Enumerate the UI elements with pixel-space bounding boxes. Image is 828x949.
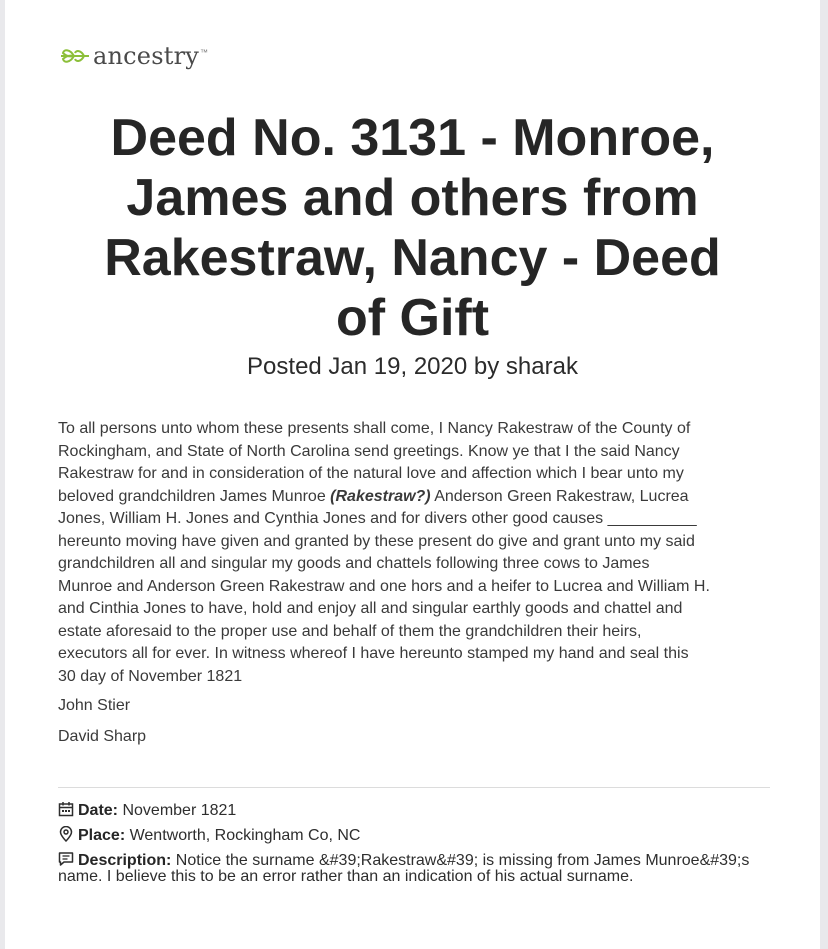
- title-line: Deed No. 3131 - Monroe,: [110, 109, 715, 167]
- body-line: Munroe and Anderson Green Rakestraw and one hors and a heifer to Lucrea and William H.: [58, 577, 710, 595]
- page-title: [5, 108, 820, 348]
- body-line: hereunto moving have given and granted by these present do give and grant unto my said: [58, 532, 695, 550]
- title-line: Rakestraw, Nancy - Deed: [104, 229, 721, 287]
- place-row: [58, 826, 773, 844]
- body-line: Rockingham, and State of North Carolina send greetings. Know ye that I the said Nancy: [58, 442, 680, 460]
- body-text-segment: beloved grandchildren James Munroe: [58, 487, 331, 505]
- place-value: Wentworth, Rockingham Co, NC: [125, 827, 361, 844]
- description-value: Notice the surname &#39;Rakestraw&#39; is missing from James Munroe&#39;s name. I believe this to be an error rather than an indication of his actual surname.: [58, 852, 750, 885]
- title-line: of Gift: [335, 289, 490, 347]
- logo-trademark: ™: [200, 48, 209, 57]
- body-line: To all persons unto whom these presents shall come, I Nancy Rakestraw of the County of: [58, 420, 691, 437]
- date-label: Date:: [78, 802, 119, 819]
- witness-name: John Stier: [58, 697, 131, 714]
- witness-name: David Sharp: [58, 728, 147, 745]
- body-line: Rakestraw for and in consideration of the natural love and affection which I bear unto my: [58, 465, 684, 482]
- map-pin-icon: [58, 826, 74, 842]
- deed-transcription: [58, 418, 778, 688]
- body-line: Jones, William H. Jones and Cynthia Jones and for divers other good causes __________: [58, 510, 697, 527]
- body-line: [58, 486, 778, 509]
- body-text-segment: Anderson Green Rakestraw, Lucrea: [430, 487, 689, 505]
- comment-icon: [58, 851, 74, 867]
- section-divider: [58, 787, 770, 788]
- body-line: estate aforesaid to the proper use and behalf of them the grandchildren their heirs,: [58, 622, 642, 640]
- leaf-icon: [60, 44, 90, 68]
- logo-wordmark: ancestry: [93, 42, 200, 70]
- body-line: executors all for ever. In witness whereof I have hereunto stamped my hand and seal this: [58, 645, 689, 662]
- description-row: [58, 851, 773, 885]
- body-line: and Cinthia Jones to have, hold and enjoy all and singular earthly goods and chattel and: [58, 600, 683, 617]
- document-page: [5, 0, 820, 949]
- place-label: Place:: [78, 827, 126, 844]
- emphasized-note: (Rakestraw?): [330, 487, 431, 505]
- posted-byline: Posted Jan 19, 2020 by sharak: [247, 353, 578, 380]
- title-line: James and others from: [126, 169, 699, 227]
- body-line: 30 day of November 1821: [58, 667, 243, 685]
- date-value: November 1821: [118, 802, 237, 819]
- ancestry-logo[interactable]: [60, 40, 208, 72]
- calendar-icon: [58, 801, 74, 817]
- body-line: grandchildren all and singular my goods and chattels following three cows to James: [58, 555, 650, 572]
- description-label: Description:: [78, 852, 172, 869]
- date-row: [58, 801, 773, 819]
